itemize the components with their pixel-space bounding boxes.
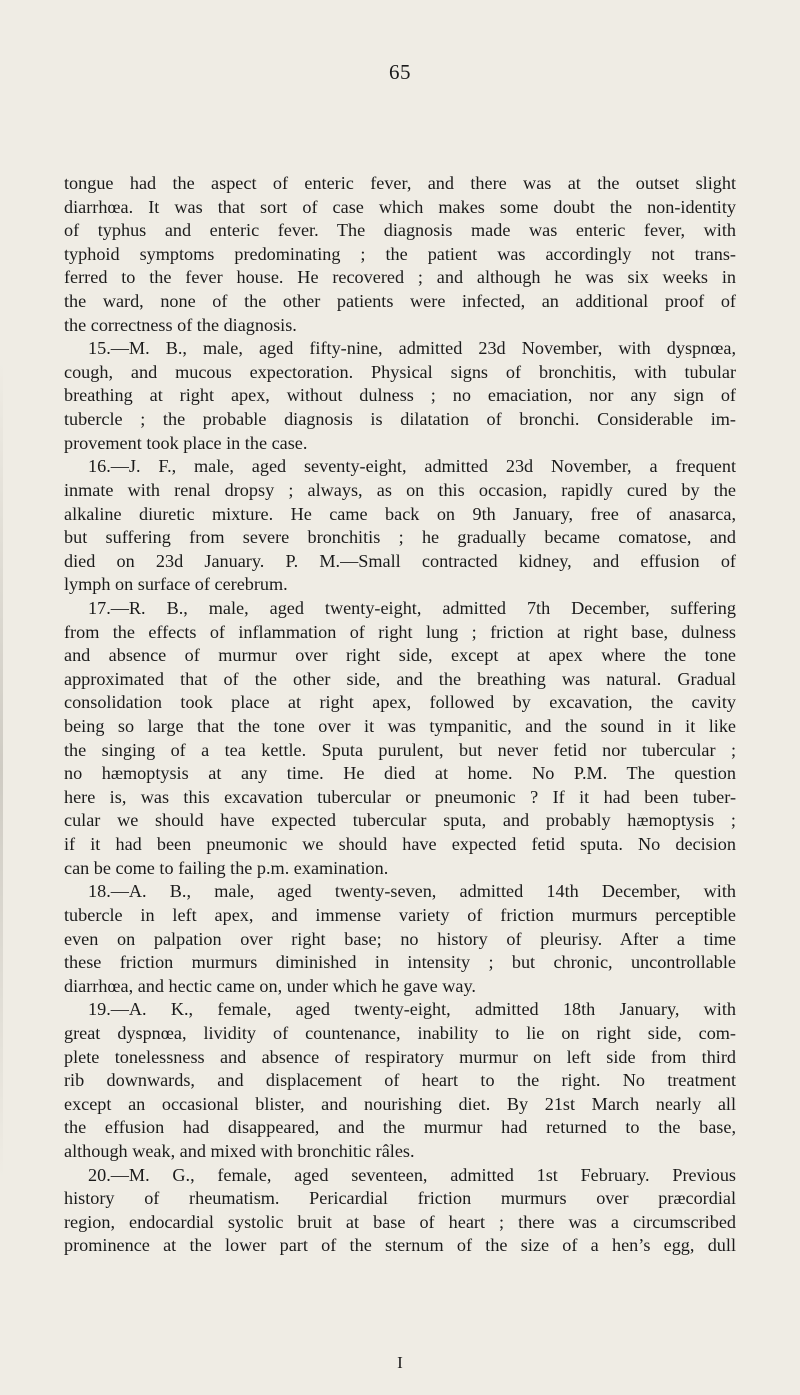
text-line: of typhus and enteric fever. The diagnosis made was enteric fever, with	[64, 220, 736, 241]
text-line: 15.—M. B., male, aged fifty-nine, admitted 23d November, with dyspnœa,	[88, 338, 736, 359]
text-line: the effusion had disappeared, and the murmur had returned to the base,	[64, 1117, 736, 1138]
text-line: 16.—J. F., male, aged seventy-eight, admitted 23d November, a frequent	[88, 456, 736, 477]
text-line: died on 23d January. P. M.—Small contracted kidney, and effusion of	[64, 550, 736, 571]
text-line: the ward, none of the other patients were infected, an additional proof of	[64, 291, 736, 312]
text-line: history of rheumatism. Pericardial friction murmurs over præcordial	[64, 1188, 736, 1209]
text-line: these friction murmurs diminished in intensity ; but chronic, uncontrollable	[64, 952, 736, 973]
text-line: 19.—A. K., female, aged twenty-eight, admitted 18th January, with	[88, 999, 736, 1020]
text-line: diarrhœa. It was that sort of case which makes some doubt the non-identity	[64, 196, 736, 217]
text-line: 17.—R. B., male, aged twenty-eight, admitted 7th December, suffering	[88, 597, 736, 618]
text-line: tongue had the aspect of enteric fever, and there was at the outset slight	[64, 173, 736, 193]
text-line: approximated that of the other side, and the breathing was natural. Gradual	[64, 668, 736, 689]
text-line: being so large that the tone over it was tympanitic, and the sound in it like	[64, 716, 736, 737]
text-line: tubercle in left apex, and immense variety of friction murmurs perceptible	[64, 904, 736, 925]
text-line: prominence at the lower part of the sternum of the size of a hen’s egg, dull	[64, 1235, 736, 1256]
text-line: but suffering from severe bronchitis ; he gradually became comatose, and	[64, 527, 736, 548]
text-line: provement took place in the case.	[64, 432, 308, 453]
text-line: typhoid symptoms predominating ; the patient was accordingly not trans-	[64, 243, 736, 264]
text-line: the singing of a tea kettle. Sputa purulent, but never fetid nor tubercular ;	[64, 739, 736, 760]
text-line: plete tonelessness and absence of respiratory murmur on left side from third	[64, 1046, 736, 1067]
page-edge-shadow	[0, 360, 3, 1180]
text-line: can be come to failing the p.m. examination.	[64, 857, 389, 878]
text-line: here is, was this excavation tubercular or pneumonic ? If it had been tuber-	[64, 786, 736, 807]
text-line: region, endocardial systolic bruit at base of heart ; there was a circumscribed	[64, 1211, 736, 1232]
text-line: tubercle ; the probable diagnosis is dilatation of bronchi. Considerable im-	[64, 409, 736, 430]
text-line: diarrhœa, and hectic came on, under which he gave way.	[64, 975, 476, 996]
text-line: even on palpation over right base; no history of pleurisy. After a time	[64, 928, 736, 949]
text-line: the correctness of the diagnosis.	[64, 314, 297, 335]
text-line: and absence of murmur over right side, except at apex where the tone	[64, 645, 736, 666]
text-line: cular we should have expected tubercular sputa, and probably hæmoptysis ;	[64, 810, 736, 831]
text-line: no hæmoptysis at any time. He died at home. No P.M. The question	[64, 763, 736, 784]
text-line: 18.—A. B., male, aged twenty-seven, admitted 14th December, with	[88, 881, 736, 902]
page-number: 65	[389, 60, 411, 84]
text-line: alkaline diuretic mixture. He came back on 9th January, free of anasarca,	[64, 503, 736, 524]
text-line: inmate with renal dropsy ; always, as on this occasion, rapidly cured by the	[64, 479, 736, 500]
text-line: rib downwards, and displacement of heart to the right. No treatment	[64, 1070, 736, 1091]
text-line: except an occasional blister, and nourishing diet. By 21st March nearly all	[64, 1093, 736, 1114]
text-line: although weak, and mixed with bronchitic râles.	[64, 1140, 415, 1161]
text-line: ferred to the fever house. He recovered ; and although he was six weeks in	[64, 267, 736, 288]
text-line: breathing at right apex, without dulness ; no emaciation, nor any sign of	[64, 385, 736, 406]
text-line: 20.—M. G., female, aged seventeen, admitted 1st February. Previous	[88, 1164, 736, 1185]
text-line: from the effects of inflammation of right lung ; friction at right base, dulness	[64, 621, 736, 642]
text-line: great dyspnœa, lividity of countenance, inability to lie on right side, com-	[64, 1022, 736, 1043]
body-text	[64, 172, 736, 1258]
text-line: if it had been pneumonic we should have expected fetid sputa. No decision	[64, 834, 736, 855]
signature-mark: I	[397, 1353, 403, 1372]
text-line: lymph on surface of cerebrum.	[64, 574, 288, 595]
text-line: consolidation took place at right apex, followed by excavation, the cavity	[64, 692, 736, 713]
text-line: cough, and mucous expectoration. Physical signs of bronchitis, with tubular	[64, 361, 736, 382]
